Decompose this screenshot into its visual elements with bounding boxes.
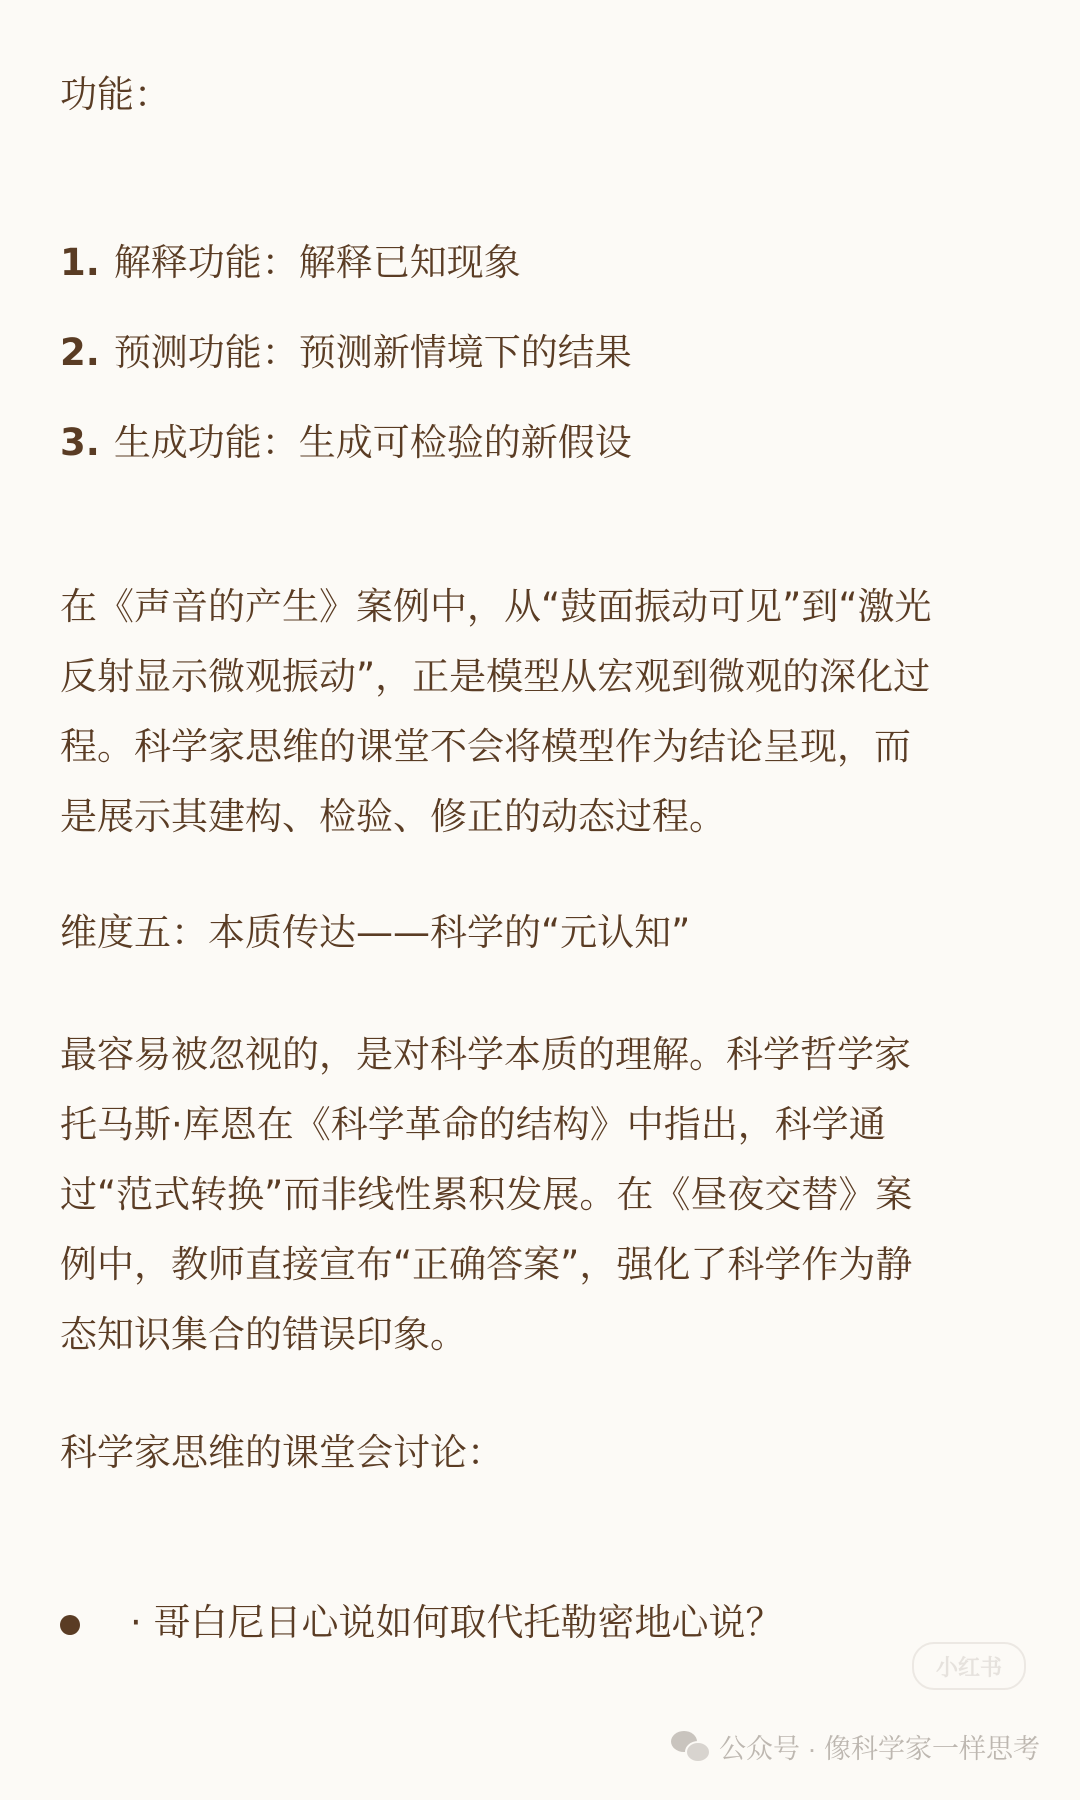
function-item-text: 生成功能：生成可检验的新假设 (113, 421, 632, 464)
function-item-number: 1. (60, 241, 100, 284)
paragraph-line: 程。科学家思维的课堂不会将模型作为结论呈现，而 (60, 725, 911, 768)
watermark-text: 公众号 · 像科学家一样思考 (719, 1733, 1040, 1764)
function-item-number: 2. (60, 331, 100, 374)
paragraph-line: 反射显示微观振动”，正是模型从宏观到微观的深化过 (60, 655, 931, 698)
paragraph-line: 过“范式转换”而非线性累积发展。在《昼夜交替》案 (60, 1173, 913, 1216)
function-item-number: 3. (60, 421, 100, 464)
wechat-icon (671, 1731, 709, 1761)
paragraph-nature-of-science (60, 1020, 1020, 1370)
dimension-five-heading: 维度五：本质传达——科学的“元认知” (60, 911, 691, 954)
paragraph-line: 态知识集合的错误印象。 (60, 1313, 467, 1356)
paragraph-sound-case (60, 572, 1020, 852)
functions-heading: 功能： (60, 73, 171, 116)
discussion-heading: 科学家思维的课堂会讨论： (60, 1431, 504, 1474)
function-item-text: 解释功能：解释已知现象 (113, 241, 521, 284)
paragraph-line: 托马斯·库恩在《科学革命的结构》中指出，科学通 (60, 1103, 886, 1146)
function-item-1 (60, 228, 521, 298)
function-item-text: 预测功能：预测新情境下的结果 (113, 331, 632, 374)
paragraph-line: 是展示其建构、检验、修正的动态过程。 (60, 795, 726, 838)
function-item-2 (60, 318, 632, 388)
discussion-bullet-item (60, 1588, 1020, 1658)
bullet-dot-icon (60, 1615, 80, 1635)
xiaohongshu-logo-icon: 小红书 (912, 1642, 1026, 1690)
bullet-text: · 哥白尼日心说如何取代托勒密地心说？ (130, 1601, 783, 1644)
paragraph-line: 最容易被忽视的，是对科学本质的理解。科学哲学家 (60, 1033, 911, 1076)
function-item-3 (60, 408, 632, 478)
wechat-watermark (671, 1724, 1040, 1768)
paragraph-line: 在《声音的产生》案例中，从“鼓面振动可见”到“激光 (60, 585, 932, 628)
paragraph-line: 例中，教师直接宣布“正确答案”，强化了科学作为静 (60, 1243, 913, 1286)
